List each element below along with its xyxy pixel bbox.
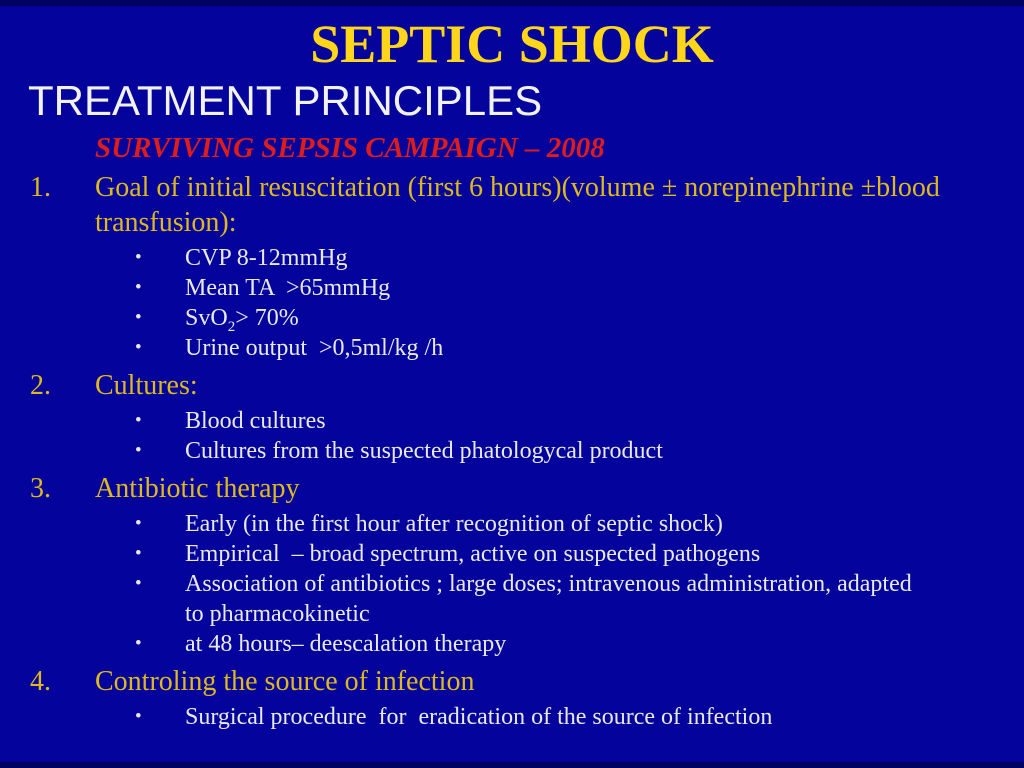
bullet-icon: • — [135, 247, 142, 268]
bullet-icon: • — [135, 307, 142, 328]
slide-body — [0, 6, 1024, 732]
bullet-row — [0, 702, 1024, 732]
bullet-row — [0, 569, 1024, 629]
list-item-heading: Controling the source of infection — [95, 666, 475, 697]
bullet-row — [0, 303, 1024, 333]
list-item-number: 1. — [30, 172, 51, 203]
list-item-3 — [0, 471, 1024, 506]
list-item-number: 2. — [30, 370, 51, 401]
svo2-pre: SvO — [185, 305, 228, 331]
list-item-2 — [0, 368, 1024, 403]
bullet-icon: • — [135, 633, 142, 654]
bullet-icon: • — [135, 513, 142, 534]
bullet-text: Empirical – broad spectrum, active on suspected pathogens — [185, 541, 761, 567]
list-item-1 — [0, 170, 1024, 240]
bullet-text: Urine output >0,5ml/kg /h — [185, 335, 444, 361]
bullet-icon: • — [135, 410, 142, 431]
slide-title: SEPTIC SHOCK — [310, 14, 714, 74]
bullet-icon: • — [135, 543, 142, 564]
bullet-row — [0, 333, 1024, 363]
bullet-icon: • — [135, 573, 142, 594]
campaign-subtitle: SURVIVING SEPSIS CAMPAIGN – 2008 — [95, 132, 605, 164]
bullet-row — [0, 406, 1024, 436]
bullet-row — [0, 436, 1024, 466]
slide-bottom-border — [0, 762, 1024, 768]
list-item-number: 3. — [30, 473, 51, 504]
bullet-text: Cultures from the suspected phatologycal product — [185, 438, 663, 464]
bullet-row — [0, 629, 1024, 659]
bullet-text: Mean TA >65mmHg — [185, 275, 391, 301]
bullet-icon: • — [135, 277, 142, 298]
bullet-icon: • — [135, 440, 142, 461]
bullet-text-svo2 — [185, 303, 299, 333]
slide-subtitle: TREATMENT PRINCIPLES — [28, 77, 543, 124]
list-item-4 — [0, 664, 1024, 699]
list-item-heading: Goal of initial resuscitation (first 6 hours)(volume ± norepinephrine ±blood transfusion): — [95, 172, 947, 238]
bullet-text: CVP 8-12mmHg — [185, 245, 348, 271]
bullet-row — [0, 273, 1024, 303]
bullet-icon: • — [135, 337, 142, 358]
bullet-icon: • — [135, 706, 142, 727]
list-item-heading: Cultures: — [95, 370, 198, 401]
bullet-row — [0, 509, 1024, 539]
svo2-subscript: 2 — [227, 318, 236, 335]
bullet-text: at 48 hours– deescalation therapy — [185, 631, 507, 657]
svo2-post: > 70% — [235, 305, 299, 331]
bullet-row — [0, 243, 1024, 273]
list-item-number: 4. — [30, 666, 51, 697]
bullet-text: Surgical procedure for eradication of the source of infection — [185, 704, 773, 730]
list-item-heading: Antibiotic therapy — [95, 473, 300, 504]
bullet-text: Early (in the first hour after recognition of septic shock) — [185, 511, 723, 537]
bullet-text: Blood cultures — [185, 408, 326, 434]
bullet-row — [0, 539, 1024, 569]
bullet-text: Association of antibiotics ; large doses; intravenous administration, adapted to pharmacokinetic — [185, 571, 924, 627]
